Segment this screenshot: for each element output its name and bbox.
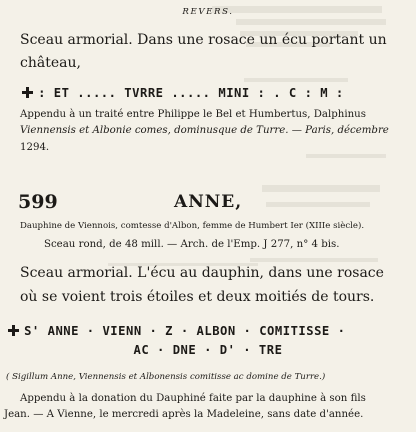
revers-note-line: Viennensis et Albonie comes, dominusque de Turre. — Paris, décembre [20, 125, 389, 136]
revers-legend-text: : ET ..... TVRRE ..... MINI : . C : M : [38, 86, 344, 100]
seal-info: Sceau rond, de 48 mill. — Arch. de l'Emp. J 277, n° 4 bis. [44, 239, 340, 250]
entry-description-line: Sceau armorial. L'écu au dauphin, dans une rosace [20, 265, 384, 281]
cross-icon [22, 87, 33, 98]
entry-legend-text: S' ANNE · VIENN · Z · ALBON · COMITISSE · [24, 324, 346, 338]
entry-subtitle: Dauphine de Viennois, comtesse d'Albon, femme de Humbert Ier (XIIIe siècle). [20, 221, 365, 231]
revers-legend [22, 84, 344, 100]
entry-legend-line [8, 322, 345, 338]
entry-name: ANNE, [174, 192, 243, 212]
cross-icon [8, 325, 19, 336]
entry-number: 599 [18, 191, 58, 213]
revers-note-line: 1294. [20, 142, 50, 153]
entry-description-line: où se voient trois étoiles et deux moitiés de tours. [20, 289, 375, 305]
revers-description-line: Sceau armorial. Dans une rosace un écu portant un [20, 32, 387, 48]
entry-note-line: Jean. — A Vienne, le mercredi après la Madeleine, sans date d'année. [4, 409, 364, 420]
entry-note-line: Appendu à la donation du Dauphiné faite par la dauphine à son fils [20, 393, 366, 404]
entry-legend-line: AC · DNE · D' · TRE [133, 343, 283, 357]
legend-transcription: ( Sigillum Anne, Viennensis et Albonensis comitisse ac domine de Turre.) [6, 372, 326, 382]
revers-description-line: château, [20, 55, 81, 71]
revers-note-line: Appendu à un traité entre Philippe le Bel et Humbertus, Dalphinus [20, 109, 366, 120]
revers-heading: REVERS. [182, 7, 234, 17]
